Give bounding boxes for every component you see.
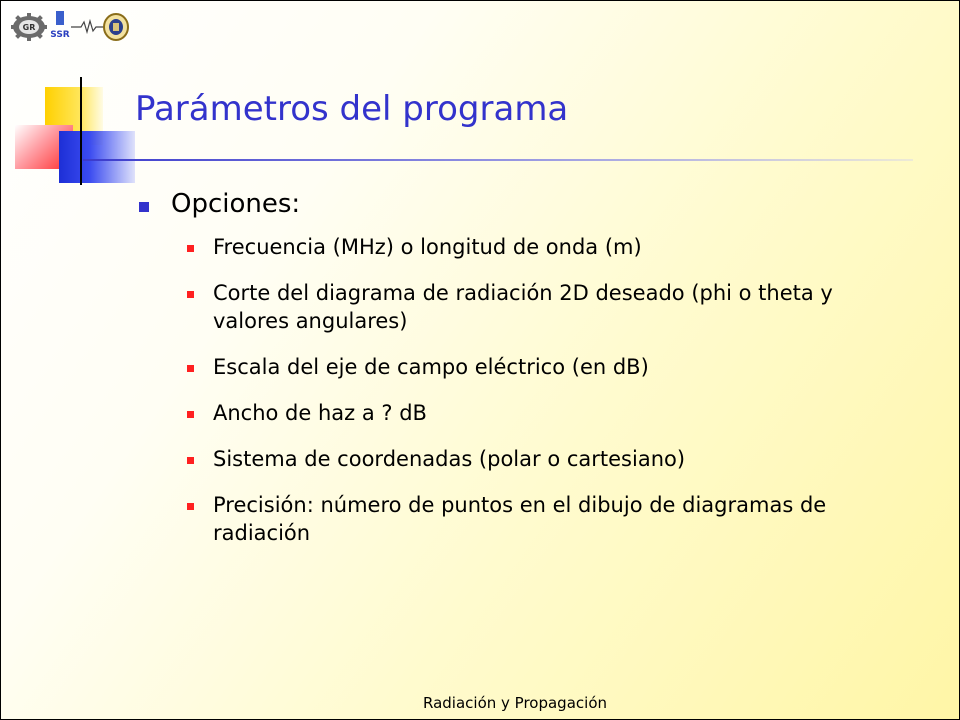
ssr-logo-text: SSR bbox=[50, 30, 70, 40]
slide-footer: Radiación y Propagación bbox=[423, 694, 607, 712]
list-item-text: Escala del eje de campo eléctrico (en dB) bbox=[213, 355, 649, 379]
section-label: Opciones: bbox=[171, 189, 301, 219]
title-underline bbox=[83, 159, 913, 161]
square-bullet-icon bbox=[187, 291, 194, 298]
square-bullet-icon bbox=[187, 365, 194, 372]
list-item bbox=[135, 445, 853, 473]
title-decoration bbox=[1, 1, 141, 201]
list-item bbox=[135, 353, 853, 381]
square-bullet-icon bbox=[139, 202, 149, 212]
decoration-blue-square bbox=[59, 131, 135, 183]
square-bullet-icon bbox=[187, 503, 194, 510]
list-item-text: Sistema de coordenadas (polar o cartesiano) bbox=[213, 447, 686, 471]
list-item bbox=[135, 279, 853, 335]
decoration-vertical-line bbox=[80, 77, 82, 185]
list-item-text: Ancho de haz a ? dB bbox=[213, 401, 427, 425]
square-bullet-icon bbox=[187, 457, 194, 464]
square-bullet-icon bbox=[187, 245, 194, 252]
gr-logo-text: GR bbox=[22, 23, 36, 32]
list-item-text: Corte del diagrama de radiación 2D deseado (phi o theta y valores angulares) bbox=[213, 281, 833, 333]
options-list bbox=[135, 233, 915, 547]
slide-content bbox=[135, 189, 915, 565]
list-item bbox=[135, 399, 853, 427]
slide-title: Parámetros del programa bbox=[135, 89, 569, 129]
bullet-level1 bbox=[135, 189, 915, 219]
list-item bbox=[135, 233, 853, 261]
list-item bbox=[135, 491, 853, 547]
square-bullet-icon bbox=[187, 411, 194, 418]
list-item-text: Frecuencia (MHz) o longitud de onda (m) bbox=[213, 235, 642, 259]
list-item-text: Precisión: número de puntos en el dibujo de diagramas de radiación bbox=[213, 493, 827, 545]
